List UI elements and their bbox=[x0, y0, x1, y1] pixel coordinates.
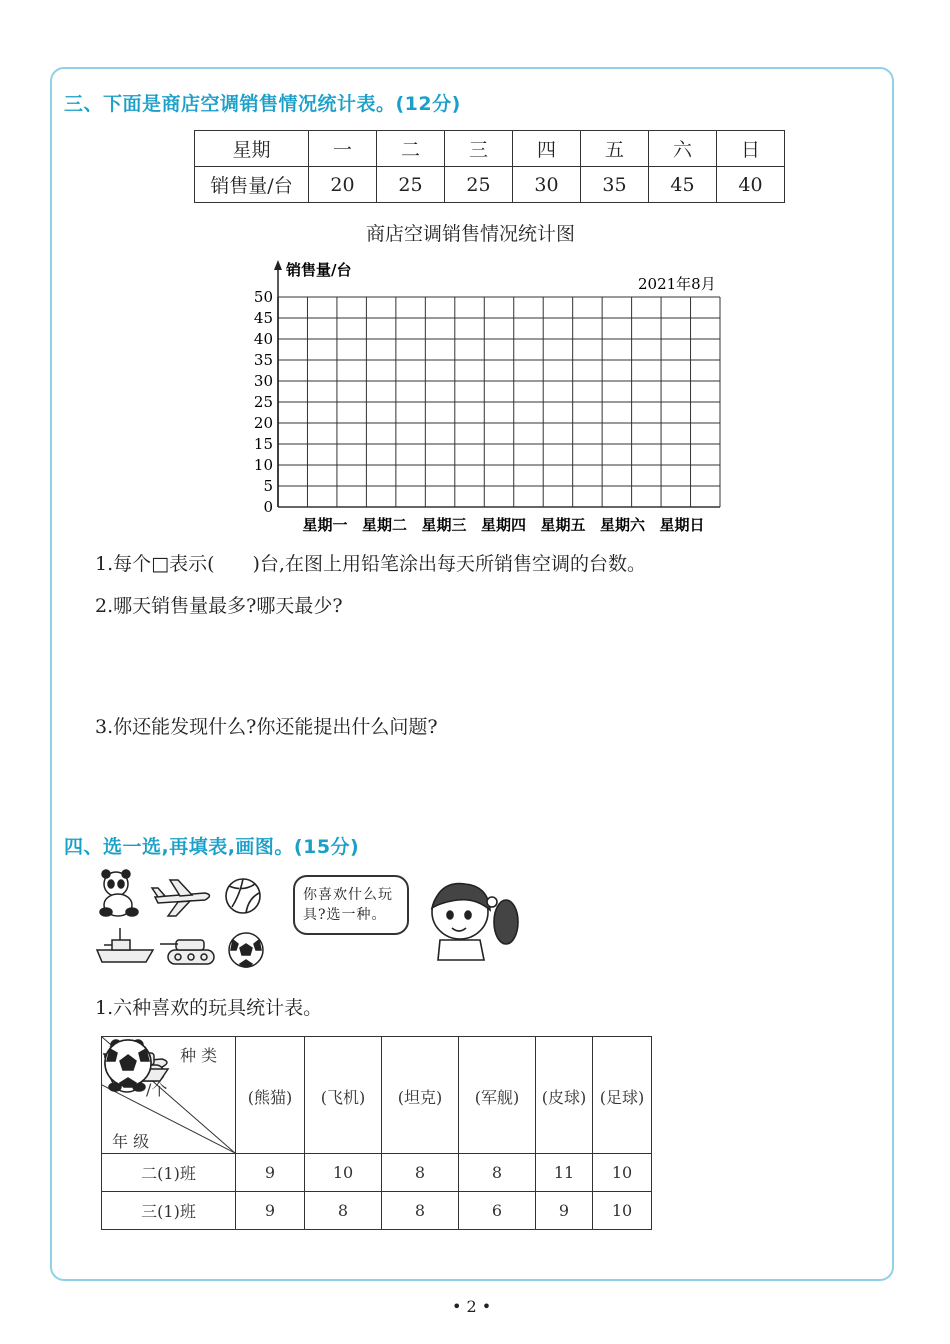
corner-grade-label: 年 级 bbox=[112, 1132, 150, 1151]
toys-header-row bbox=[102, 1037, 652, 1154]
cell-value: 10 bbox=[305, 1154, 382, 1192]
y-tick-label: 35 bbox=[253, 351, 273, 369]
chart-date-label: 2021年8月 bbox=[638, 275, 716, 293]
toys-table-row bbox=[102, 1154, 652, 1192]
x-tick-label: 星期日 bbox=[659, 516, 705, 534]
sales-value: 25 bbox=[377, 167, 445, 203]
y-tick-label: 0 bbox=[263, 498, 273, 516]
y-axis-arrow-icon bbox=[274, 260, 282, 270]
cell-value: 9 bbox=[236, 1154, 305, 1192]
sales-day: 二 bbox=[377, 131, 445, 167]
cell-value: 11 bbox=[536, 1154, 593, 1192]
row-label: 三(1)班 bbox=[102, 1192, 236, 1230]
x-tick-label: 星期六 bbox=[599, 516, 646, 534]
toy-name: (熊猫) bbox=[247, 1087, 293, 1107]
y-tick-label: 40 bbox=[253, 330, 273, 348]
row-label: 二(1)班 bbox=[102, 1154, 236, 1192]
cell-value: 10 bbox=[593, 1192, 652, 1230]
toy-column-soccer-ball bbox=[593, 1037, 652, 1154]
cell-value: 8 bbox=[305, 1192, 382, 1230]
chart-y-label: 销售量/台 bbox=[286, 261, 352, 279]
page-number: • 2 • bbox=[452, 1297, 492, 1316]
x-tick-label: 星期四 bbox=[480, 516, 527, 534]
sales-day: 一 bbox=[309, 131, 377, 167]
toy-name: (飞机) bbox=[320, 1087, 366, 1107]
question-2: 2.哪天销售量最多?哪天最少? bbox=[95, 595, 343, 617]
corner-kind-label: 种 类 bbox=[180, 1046, 218, 1065]
cell-value: 8 bbox=[382, 1154, 459, 1192]
question-1: 1.每个□表示( )台,在图上用铅笔涂出每天所销售空调的台数。 bbox=[95, 553, 646, 575]
y-tick-label: 30 bbox=[253, 372, 273, 390]
cell-value: 8 bbox=[459, 1154, 536, 1192]
y-tick-label: 50 bbox=[253, 288, 273, 306]
cell-value: 9 bbox=[236, 1192, 305, 1230]
sales-value: 20 bbox=[309, 167, 377, 203]
toy-name: (坦克) bbox=[397, 1087, 443, 1107]
chart-x-ticks bbox=[302, 516, 704, 534]
question-3: 3.你还能发现什么?你还能提出什么问题? bbox=[95, 716, 438, 738]
toy-column-panda bbox=[236, 1037, 305, 1154]
x-tick-label: 星期五 bbox=[540, 516, 586, 534]
x-tick-label: 星期二 bbox=[361, 516, 408, 534]
y-tick-label: 45 bbox=[253, 309, 273, 327]
chart-title: 商店空调销售情况统计图 bbox=[366, 223, 576, 245]
y-tick-label: 5 bbox=[263, 477, 273, 495]
section3-title: 三、下面是商店空调销售情况统计表。(12分) bbox=[64, 93, 461, 115]
chart-grid bbox=[278, 297, 720, 507]
chart-y-ticks bbox=[254, 288, 273, 516]
sales-header-label: 星期 bbox=[195, 131, 309, 167]
sales-chart bbox=[0, 0, 950, 560]
sales-day: 三 bbox=[445, 131, 513, 167]
corner-unit-label: /个 bbox=[146, 1080, 168, 1099]
toy-name: (军舰) bbox=[474, 1087, 520, 1107]
sales-day: 四 bbox=[513, 131, 581, 167]
sales-value: 45 bbox=[649, 167, 717, 203]
speech-bubble: 你喜欢什么玩具?选一种。 bbox=[293, 875, 409, 935]
sales-value: 40 bbox=[717, 167, 785, 203]
y-tick-label: 15 bbox=[253, 435, 273, 453]
toy-column-volleyball bbox=[536, 1037, 593, 1154]
toy-name: (皮球) bbox=[541, 1087, 587, 1107]
toy-name: (足球) bbox=[599, 1087, 645, 1107]
soccer-ball-icon bbox=[102, 1037, 154, 1089]
sales-value: 35 bbox=[581, 167, 649, 203]
sales-value: 25 bbox=[445, 167, 513, 203]
cell-value: 6 bbox=[459, 1192, 536, 1230]
y-tick-label: 25 bbox=[253, 393, 273, 411]
y-tick-label: 10 bbox=[253, 456, 273, 474]
section4-question-1: 1.六种喜欢的玩具统计表。 bbox=[95, 997, 323, 1019]
sales-row-label: 销售量/台 bbox=[195, 167, 309, 203]
cell-value: 8 bbox=[382, 1192, 459, 1230]
y-tick-label: 20 bbox=[253, 414, 273, 432]
sales-day: 五 bbox=[581, 131, 649, 167]
x-tick-label: 星期一 bbox=[302, 516, 348, 534]
cell-value: 10 bbox=[593, 1154, 652, 1192]
sales-day: 日 bbox=[717, 131, 785, 167]
toys-table-row bbox=[102, 1192, 652, 1230]
toy-column-airplane bbox=[305, 1037, 382, 1154]
section4-title: 四、选一选,再填表,画图。(15分) bbox=[64, 836, 360, 858]
cell-value: 9 bbox=[536, 1192, 593, 1230]
x-tick-label: 星期三 bbox=[421, 516, 467, 534]
sales-day: 六 bbox=[649, 131, 717, 167]
sales-value: 30 bbox=[513, 167, 581, 203]
toy-column-warship bbox=[459, 1037, 536, 1154]
toys-table bbox=[101, 1036, 652, 1230]
toy-column-tank bbox=[382, 1037, 459, 1154]
